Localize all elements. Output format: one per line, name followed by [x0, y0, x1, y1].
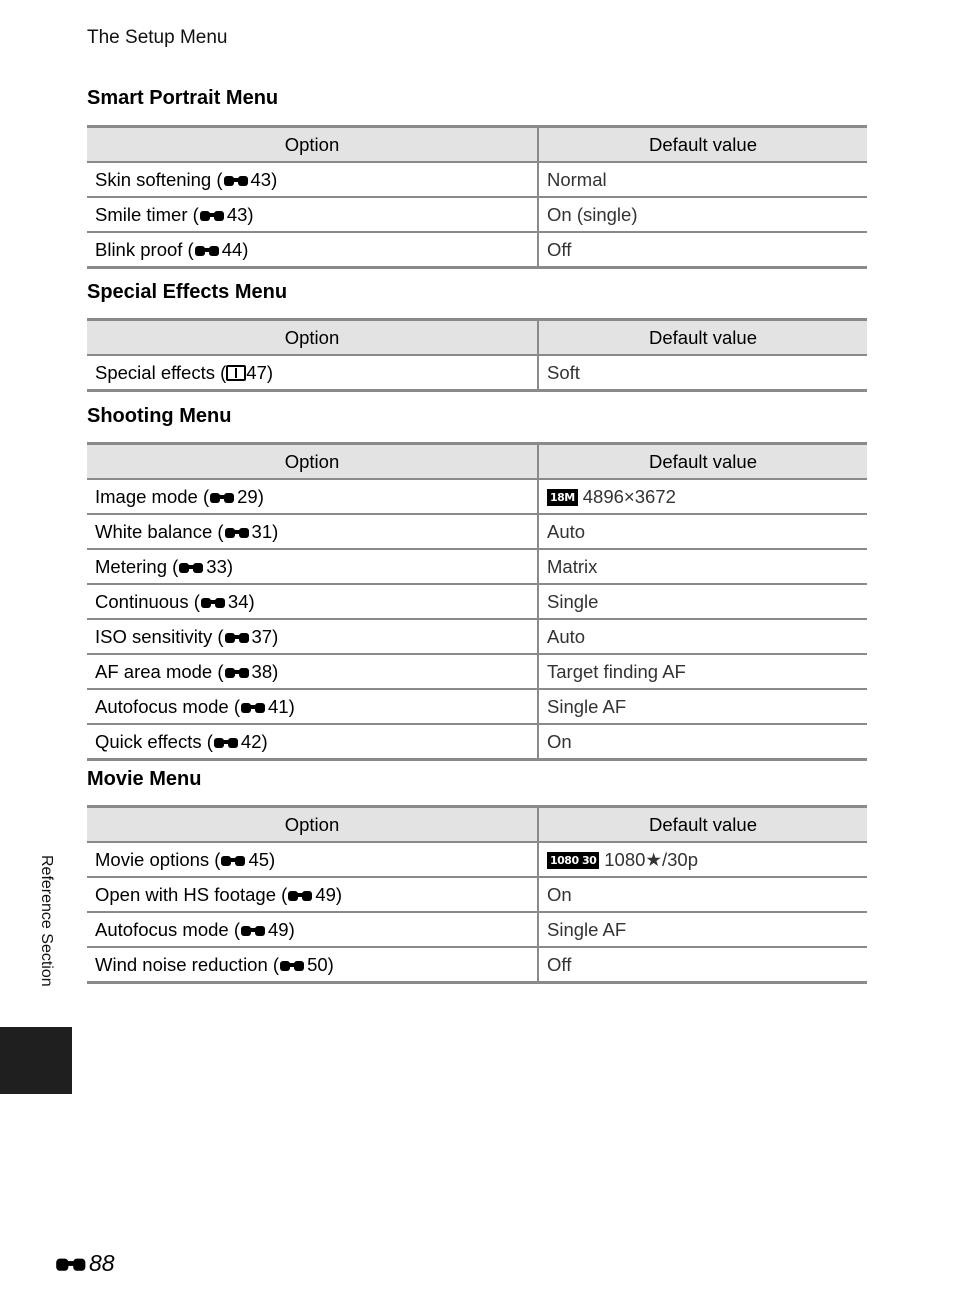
- binoculars-icon: [224, 630, 252, 644]
- table-movie: [87, 805, 867, 984]
- column-header-default: Default value: [538, 444, 867, 480]
- option-cell: Metering ( 33): [87, 549, 538, 584]
- binoculars-icon: [200, 595, 228, 609]
- binoculars-icon: [279, 958, 307, 972]
- option-cell: AF area mode ( 38): [87, 654, 538, 689]
- default-value-cell: On: [538, 724, 867, 760]
- column-header-default: Default value: [538, 127, 867, 163]
- binoculars-icon: [194, 243, 222, 257]
- column-header-option: Option: [87, 807, 538, 843]
- default-value-cell: Auto: [538, 514, 867, 549]
- default-value-cell: On: [538, 877, 867, 912]
- section-title-movie: Movie Menu: [87, 768, 202, 790]
- section-title-special-effects: Special Effects Menu: [87, 281, 288, 303]
- option-cell: Movie options ( 45): [87, 842, 538, 877]
- column-header-option: Option: [87, 320, 538, 356]
- option-cell: Smile timer ( 43): [87, 197, 538, 232]
- table-row: [87, 947, 867, 983]
- default-value-cell: Single: [538, 584, 867, 619]
- default-value-cell: Off: [538, 947, 867, 983]
- table-header-row: [87, 320, 867, 356]
- default-value-cell: Auto: [538, 619, 867, 654]
- default-value-cell: On (single): [538, 197, 867, 232]
- binoculars-icon: [178, 560, 206, 574]
- table-header-row: [87, 127, 867, 163]
- table-row: [87, 654, 867, 689]
- default-value-cell: Single AF: [538, 689, 867, 724]
- option-cell: Continuous ( 34): [87, 584, 538, 619]
- section-title-shooting: Shooting Menu: [87, 405, 232, 427]
- default-value-cell: 18M 4896×3672: [538, 479, 867, 514]
- section-tab-marker: [0, 1027, 72, 1094]
- column-header-default: Default value: [538, 807, 867, 843]
- default-value-cell: Off: [538, 232, 867, 268]
- table-row: [87, 197, 867, 232]
- binoculars-icon: [55, 1255, 89, 1272]
- option-cell: Open with HS footage ( 49): [87, 877, 538, 912]
- binoculars-icon: [209, 490, 237, 504]
- book-icon: [226, 365, 246, 381]
- table-row: [87, 232, 867, 268]
- table-row: [87, 689, 867, 724]
- binoculars-icon: [287, 888, 315, 902]
- image-size-badge-icon: 18M: [547, 489, 578, 506]
- section-title-smart-portrait: Smart Portrait Menu: [87, 87, 279, 109]
- column-header-option: Option: [87, 127, 538, 163]
- binoculars-icon: [223, 173, 251, 187]
- binoculars-icon: [224, 665, 252, 679]
- side-section-label: Reference Section: [38, 855, 55, 987]
- running-header: The Setup Menu: [87, 27, 228, 48]
- default-value-cell: Soft: [538, 355, 867, 391]
- table-row: [87, 842, 867, 877]
- option-cell: Wind noise reduction ( 50): [87, 947, 538, 983]
- option-cell: Skin softening ( 43): [87, 162, 538, 197]
- binoculars-icon: [240, 700, 268, 714]
- option-cell: Quick effects ( 42): [87, 724, 538, 760]
- page-number-text: 88: [89, 1250, 115, 1276]
- option-cell: ISO sensitivity ( 37): [87, 619, 538, 654]
- default-value-cell: Single AF: [538, 912, 867, 947]
- table-row: [87, 584, 867, 619]
- option-cell: Blink proof ( 44): [87, 232, 538, 268]
- option-cell: Special effects ( 47): [87, 355, 538, 391]
- default-value-cell: Normal: [538, 162, 867, 197]
- binoculars-icon: [224, 525, 252, 539]
- column-header-default: Default value: [538, 320, 867, 356]
- table-smart-portrait: [87, 125, 867, 269]
- column-header-option: Option: [87, 444, 538, 480]
- binoculars-icon: [240, 923, 268, 937]
- table-special-effects: [87, 318, 867, 392]
- movie-option-badge-icon: 1080 30: [547, 852, 599, 869]
- table-row: [87, 912, 867, 947]
- default-value-cell: Target finding AF: [538, 654, 867, 689]
- table-row: [87, 877, 867, 912]
- binoculars-icon: [199, 208, 227, 222]
- binoculars-icon: [213, 735, 241, 749]
- option-cell: Autofocus mode ( 41): [87, 689, 538, 724]
- table-row: [87, 162, 867, 197]
- table-row: [87, 355, 867, 391]
- table-row: [87, 514, 867, 549]
- page-number: [55, 1250, 115, 1277]
- table-row: [87, 549, 867, 584]
- option-cell: Image mode ( 29): [87, 479, 538, 514]
- option-cell: White balance ( 31): [87, 514, 538, 549]
- default-value-cell: 1080 30 1080★/30p: [538, 842, 867, 877]
- table-header-row: [87, 807, 867, 843]
- table-header-row: [87, 444, 867, 480]
- default-value-cell: Matrix: [538, 549, 867, 584]
- table-row: [87, 479, 867, 514]
- table-row: [87, 724, 867, 760]
- binoculars-icon: [220, 853, 248, 867]
- table-row: [87, 619, 867, 654]
- option-cell: Autofocus mode ( 49): [87, 912, 538, 947]
- table-shooting: [87, 442, 867, 761]
